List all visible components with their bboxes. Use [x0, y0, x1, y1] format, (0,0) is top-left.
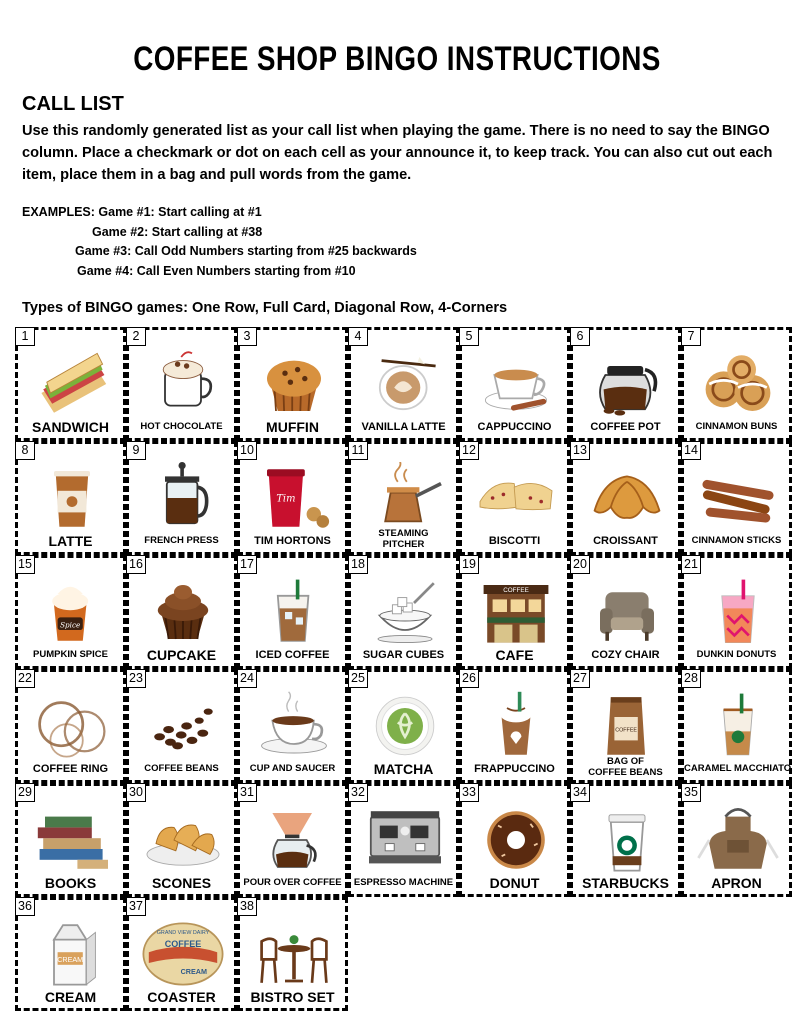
cell-number: 3 — [237, 327, 257, 346]
svg-text:Spice: Spice — [60, 620, 81, 630]
donut-icon — [470, 804, 562, 876]
bingo-cell — [570, 669, 681, 783]
cell-label: STARBUCKS — [582, 875, 669, 891]
cell-number: 22 — [15, 669, 35, 688]
bingo-cell — [459, 555, 570, 669]
cinnamon-buns-icon — [692, 348, 784, 420]
bingo-cell — [237, 669, 348, 783]
cell-number: 7 — [681, 327, 701, 346]
cell-number: 37 — [126, 897, 146, 916]
cell-number: 2 — [126, 327, 146, 346]
cell-label: COZY CHAIR — [591, 649, 660, 661]
vanilla-latte-icon — [359, 348, 451, 420]
call-list-heading: CALL LIST — [22, 93, 124, 115]
cell-label: SUGAR CUBES — [362, 649, 445, 661]
cell-number: 28 — [681, 669, 701, 688]
cell-label: MUFFIN — [266, 419, 319, 435]
svg-text:CREAM: CREAM — [180, 966, 207, 976]
espresso-machine-icon — [359, 804, 451, 876]
cafe-building-icon — [470, 576, 562, 648]
cell-number: 12 — [459, 441, 479, 460]
game-types-text: Types of BINGO games: One Row, Full Card, Diagonal Row, 4-Corners — [22, 300, 508, 316]
cupcake-icon — [137, 576, 229, 648]
bingo-cell — [15, 897, 126, 1011]
example-line: Game #3: Call Odd Numbers starting from #25 backwards — [75, 244, 417, 258]
cell-label: CUP AND SAUCER — [249, 763, 336, 774]
bingo-cell — [126, 783, 237, 897]
svg-text:COFFEE: COFFEE — [615, 727, 638, 734]
bingo-cell — [348, 783, 459, 897]
cell-label: FRENCH PRESS — [144, 535, 219, 546]
cell-label: BISCOTTI — [488, 535, 541, 547]
bingo-cell — [348, 327, 459, 441]
bingo-cell — [681, 783, 792, 897]
sandwich-icon — [26, 348, 118, 420]
cell-label: COFFEE RING — [32, 763, 109, 775]
cell-label: LATTE — [48, 533, 93, 549]
pumpkin-spice-icon — [26, 576, 118, 648]
bingo-cell — [459, 441, 570, 555]
scones-icon — [137, 804, 229, 876]
bingo-cell — [459, 783, 570, 897]
cell-label: COASTER — [147, 989, 216, 1005]
bingo-cell — [681, 327, 792, 441]
frappuccino-icon — [470, 690, 562, 762]
bingo-cell — [681, 669, 792, 783]
bingo-cell — [15, 783, 126, 897]
example-line: Game #4: Call Even Numbers starting from #10 — [77, 263, 356, 278]
cinnamon-sticks-icon — [692, 462, 784, 534]
cream-carton-icon — [26, 918, 118, 990]
bingo-cell — [126, 555, 237, 669]
cell-number: 35 — [681, 783, 701, 802]
steaming-pitcher-icon — [359, 462, 451, 534]
cell-number: 13 — [570, 441, 590, 460]
cell-label: CUPCAKE — [146, 647, 217, 663]
starbucks-cup-icon — [581, 804, 673, 876]
cell-number: 24 — [237, 669, 257, 688]
cell-label: CINNAMON BUNS — [695, 421, 778, 432]
cell-label: DUNKIN DONUTS — [696, 649, 777, 660]
apron-icon — [692, 804, 784, 876]
svg-text:Tim: Tim — [276, 493, 296, 505]
dunkin-cup-icon — [692, 576, 784, 648]
cozy-chair-icon — [581, 576, 673, 648]
croissant-icon — [581, 462, 673, 534]
svg-text:COFFEE: COFFEE — [164, 938, 202, 949]
cell-label: ESPRESSO MACHINE — [353, 877, 454, 888]
cell-label: SCONES — [151, 875, 212, 891]
cup-and-saucer-icon — [248, 690, 340, 762]
cell-number: 17 — [237, 555, 257, 574]
french-press-icon — [137, 462, 229, 534]
sugar-cubes-icon — [359, 576, 451, 648]
cell-label: MATCHA — [373, 761, 434, 777]
cell-number: 15 — [15, 555, 35, 574]
matcha-icon — [359, 690, 451, 762]
bingo-cell — [15, 669, 126, 783]
cell-number: 31 — [237, 783, 257, 802]
cell-number: 27 — [570, 669, 590, 688]
bingo-cell — [237, 783, 348, 897]
cell-number: 26 — [459, 669, 479, 688]
bingo-cell — [570, 555, 681, 669]
cell-number: 6 — [570, 327, 590, 346]
bingo-cell — [237, 897, 348, 1011]
cappuccino-icon — [470, 348, 562, 420]
bingo-cell — [348, 441, 459, 555]
cell-label: STEAMING PITCHER — [378, 528, 429, 550]
instructions-paragraph: Use this randomly generated list as your call list when playing the game. There is no need to say the BINGO column. Place a checkmark or dot on each cell as your announce it, to keep track. You can also cut out each item, place them in a bag and pull words from the game. — [22, 123, 773, 183]
cell-number: 19 — [459, 555, 479, 574]
cell-number: 32 — [348, 783, 368, 802]
cell-number: 10 — [237, 441, 257, 460]
cell-label: POUR OVER COFFEE — [243, 877, 342, 888]
svg-text:CREAM: CREAM — [57, 955, 84, 965]
tim-hortons-cup-icon — [248, 462, 340, 534]
cell-label: HOT CHOCOLATE — [140, 421, 223, 432]
cell-number: 33 — [459, 783, 479, 802]
cell-label: BISTRO SET — [250, 989, 335, 1005]
cell-number: 4 — [348, 327, 368, 346]
cell-number: 1 — [15, 327, 35, 346]
cell-label: CREAM — [44, 989, 97, 1005]
cell-number: 21 — [681, 555, 701, 574]
bingo-cell — [570, 441, 681, 555]
bingo-cell — [459, 669, 570, 783]
bingo-cell — [126, 669, 237, 783]
cell-number: 29 — [15, 783, 35, 802]
cell-number: 14 — [681, 441, 701, 460]
cell-label: APRON — [711, 875, 762, 891]
cell-label: PUMPKIN SPICE — [33, 649, 108, 660]
bingo-cell — [237, 327, 348, 441]
cell-number: 18 — [348, 555, 368, 574]
bingo-cell — [15, 441, 126, 555]
hot-chocolate-icon — [137, 348, 229, 420]
bingo-cell — [681, 441, 792, 555]
bingo-cell — [237, 441, 348, 555]
cell-label: BOOKS — [44, 875, 97, 891]
svg-text:COFFEE: COFFEE — [503, 587, 529, 595]
bingo-cell — [15, 327, 126, 441]
bingo-cell — [570, 783, 681, 897]
cell-number: 25 — [348, 669, 368, 688]
bingo-cell — [348, 555, 459, 669]
cell-number: 5 — [459, 327, 479, 346]
cell-number: 23 — [126, 669, 146, 688]
cell-number: 8 — [15, 441, 35, 460]
cell-label: CARAMEL MACCHIATO — [684, 763, 792, 774]
cell-number: 9 — [126, 441, 146, 460]
muffin-icon — [248, 348, 340, 420]
cell-label: CINNAMON STICKS — [691, 535, 782, 546]
cell-label: CAFE — [495, 647, 534, 663]
example-line: EXAMPLES: Game #1: Start calling at #1 — [22, 205, 262, 219]
bingo-cell — [570, 327, 681, 441]
coaster-icon — [137, 918, 229, 990]
cell-number: 38 — [237, 897, 257, 916]
cell-label: SANDWICH — [32, 419, 109, 435]
coffee-bag-icon — [581, 690, 673, 762]
iced-coffee-icon — [248, 576, 340, 648]
books-icon — [26, 804, 118, 876]
bingo-cell — [459, 327, 570, 441]
cell-label: CAPPUCCINO — [477, 421, 552, 433]
pour-over-icon — [248, 804, 340, 876]
coffee-ring-icon — [26, 690, 118, 762]
cell-label: ICED COFFEE — [255, 649, 330, 661]
caramel-macchiato-icon — [692, 690, 784, 762]
examples-block — [22, 203, 417, 281]
example-line: Game #2: Start calling at #38 — [92, 224, 263, 239]
cell-label: VANILLA LATTE — [361, 421, 446, 433]
cell-number: 30 — [126, 783, 146, 802]
latte-cup-icon — [26, 462, 118, 534]
bingo-cell — [15, 555, 126, 669]
cell-label: COFFEE POT — [590, 421, 661, 433]
cell-label: BAG OF COFFEE BEANS — [588, 756, 663, 778]
cell-label: TIM HORTONS — [254, 535, 331, 547]
bingo-cell — [126, 897, 237, 1011]
bingo-cell — [237, 555, 348, 669]
coffee-beans-icon — [137, 690, 229, 762]
cell-number: 36 — [15, 897, 35, 916]
cell-number: 34 — [570, 783, 590, 802]
bingo-cell — [348, 669, 459, 783]
cell-number: 16 — [126, 555, 146, 574]
bingo-cell — [681, 555, 792, 669]
biscotti-icon — [470, 462, 562, 534]
svg-text:GRAND VIEW DAIRY: GRAND VIEW DAIRY — [156, 930, 210, 937]
cell-label: COFFEE BEANS — [144, 763, 219, 774]
bistro-set-icon — [248, 918, 340, 990]
bingo-cell — [126, 327, 237, 441]
cell-number: 20 — [570, 555, 590, 574]
cell-label: CROISSANT — [593, 535, 658, 547]
cell-label: FRAPPUCCINO — [474, 763, 555, 775]
page-title: COFFEE SHOP BINGO INSTRUCTIONS — [133, 40, 661, 78]
bingo-cell — [126, 441, 237, 555]
coffee-pot-icon — [581, 348, 673, 420]
cell-number: 11 — [348, 441, 368, 460]
cell-label: DONUT — [489, 875, 540, 891]
